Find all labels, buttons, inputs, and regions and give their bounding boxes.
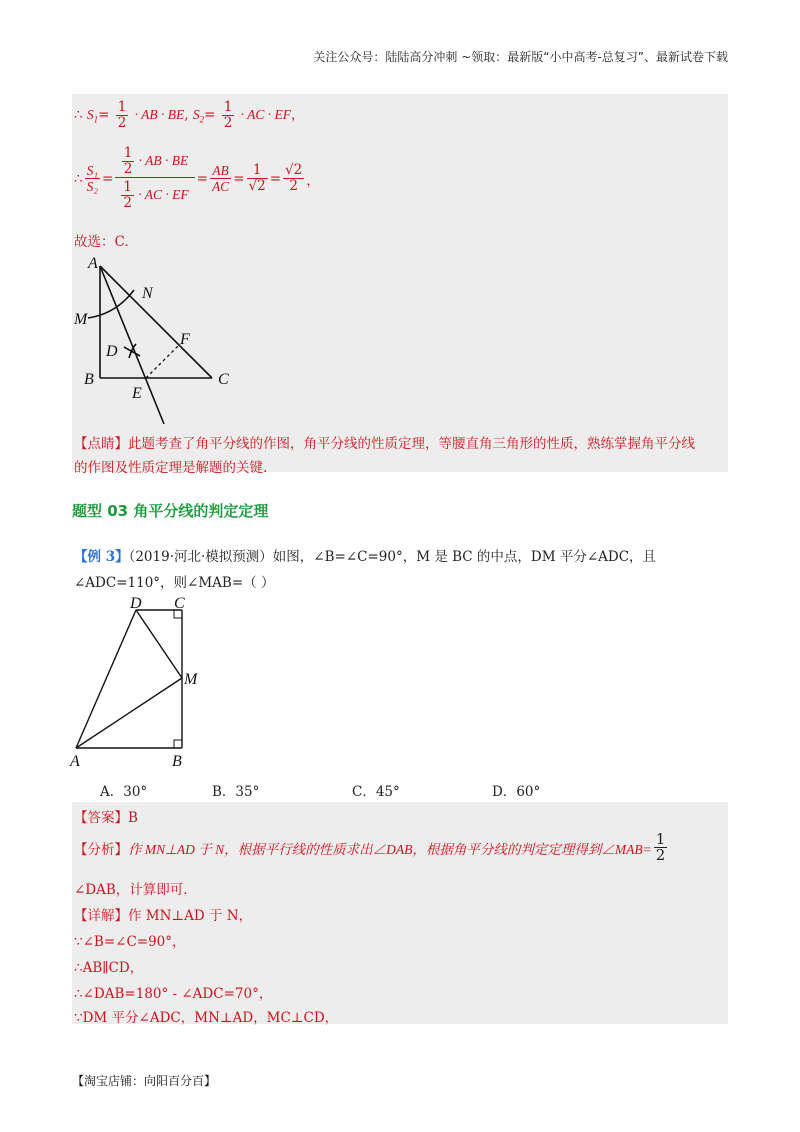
- detail-step: ∴∠DAB=180° - ∠ADC=70°，: [74, 986, 273, 1002]
- answer-line: 【答案】B: [74, 810, 138, 826]
- triangle-bisector-figure: [72, 252, 242, 432]
- detail-tag: 【详解】: [74, 908, 128, 924]
- example-tag: 【例 3】: [74, 549, 129, 565]
- key-point-tag: 【点睛】: [74, 436, 128, 452]
- label-c: C: [218, 371, 229, 388]
- detail-step: ∵∠B=∠C=90°，: [74, 934, 186, 950]
- label-m: M: [74, 311, 88, 328]
- answer-choice-text: 故选：C.: [74, 234, 129, 250]
- ratio-expression-line: ∴ $\frac{\text{S₁}}{\text{S₂}}$ = $\frac{1}{2}$ · AB · BE $\frac{1}{2}$ · AC · EF = $\frac{AB}{AC}$ = $\frac{1}{√2}$ = $\frac{√2}{2}$ ，: [74, 145, 320, 211]
- analysis-tag: 【分析】: [74, 841, 128, 858]
- segment-ac: [100, 266, 212, 378]
- label-b: B: [84, 371, 94, 388]
- page-footer: 【淘宝店铺：向阳百分百】: [72, 1074, 217, 1088]
- label-a: A: [88, 255, 98, 272]
- segment-ad: [76, 610, 136, 748]
- analysis-line: 【分析】 作 MN⊥AD 于 N，根据平行线的性质求出∠DAB，根据角平分线的判定定理得到∠MAB= $\frac{1}{2}$: [74, 830, 666, 864]
- section-heading: 题型 03 角平分线的判定定理: [72, 502, 269, 520]
- label-d: D: [130, 595, 142, 612]
- analysis-line-2: ∠DAB，计算即可.: [74, 882, 188, 898]
- right-angle-b: [174, 740, 182, 748]
- segment-ef: [146, 344, 180, 378]
- area-expression-line: ∴ $S_1=$ $\frac{1}{2}$ · AB · BE, $S_2=$ $\frac{1}{2}$ · AC · EF，: [74, 99, 305, 131]
- key-point-comment: 【点睛】此题考查了角平分线的作图，角平分线的性质定理，等腰直角三角形的性质，熟练掌握角平分线 的作图及性质定理是解题的关键.: [74, 436, 695, 476]
- choice-c[interactable]: C．45°: [352, 784, 400, 800]
- label-f: F: [180, 331, 190, 348]
- label-e: E: [132, 385, 142, 402]
- page-header: 关注公众号：陆陆高分冲刺 ~领取：最新版“小中高考-总复习”、最新试卷下载: [313, 50, 728, 64]
- label-m: M: [184, 671, 198, 688]
- segment-dm: [136, 610, 182, 678]
- quadrilateral-figure: [66, 592, 216, 772]
- label-b: B: [172, 753, 182, 770]
- detail-step: ∴AB∥CD，: [74, 960, 144, 976]
- choice-d[interactable]: D．60°: [492, 784, 541, 800]
- choice-a[interactable]: A．30°: [100, 784, 148, 800]
- label-d: D: [106, 343, 118, 360]
- example-question: 【例 3】（2019·河北·模拟预测）如图，∠B=∠C=90°，M 是 BC 的中点，DM 平分∠ADC，且 ∠ADC=110°，则∠MAB=（ ）: [74, 549, 657, 591]
- label-c: C: [174, 595, 185, 612]
- detail-line: 【详解】作 MN⊥AD 于 N，: [74, 908, 253, 924]
- answer-tag: 【答案】: [74, 810, 128, 826]
- label-a: A: [70, 753, 80, 770]
- choice-b[interactable]: B．35°: [212, 784, 260, 800]
- label-n: N: [142, 285, 153, 302]
- detail-step: ∵DM 平分∠ADC，MN⊥AD，MC⊥CD，: [74, 1010, 339, 1026]
